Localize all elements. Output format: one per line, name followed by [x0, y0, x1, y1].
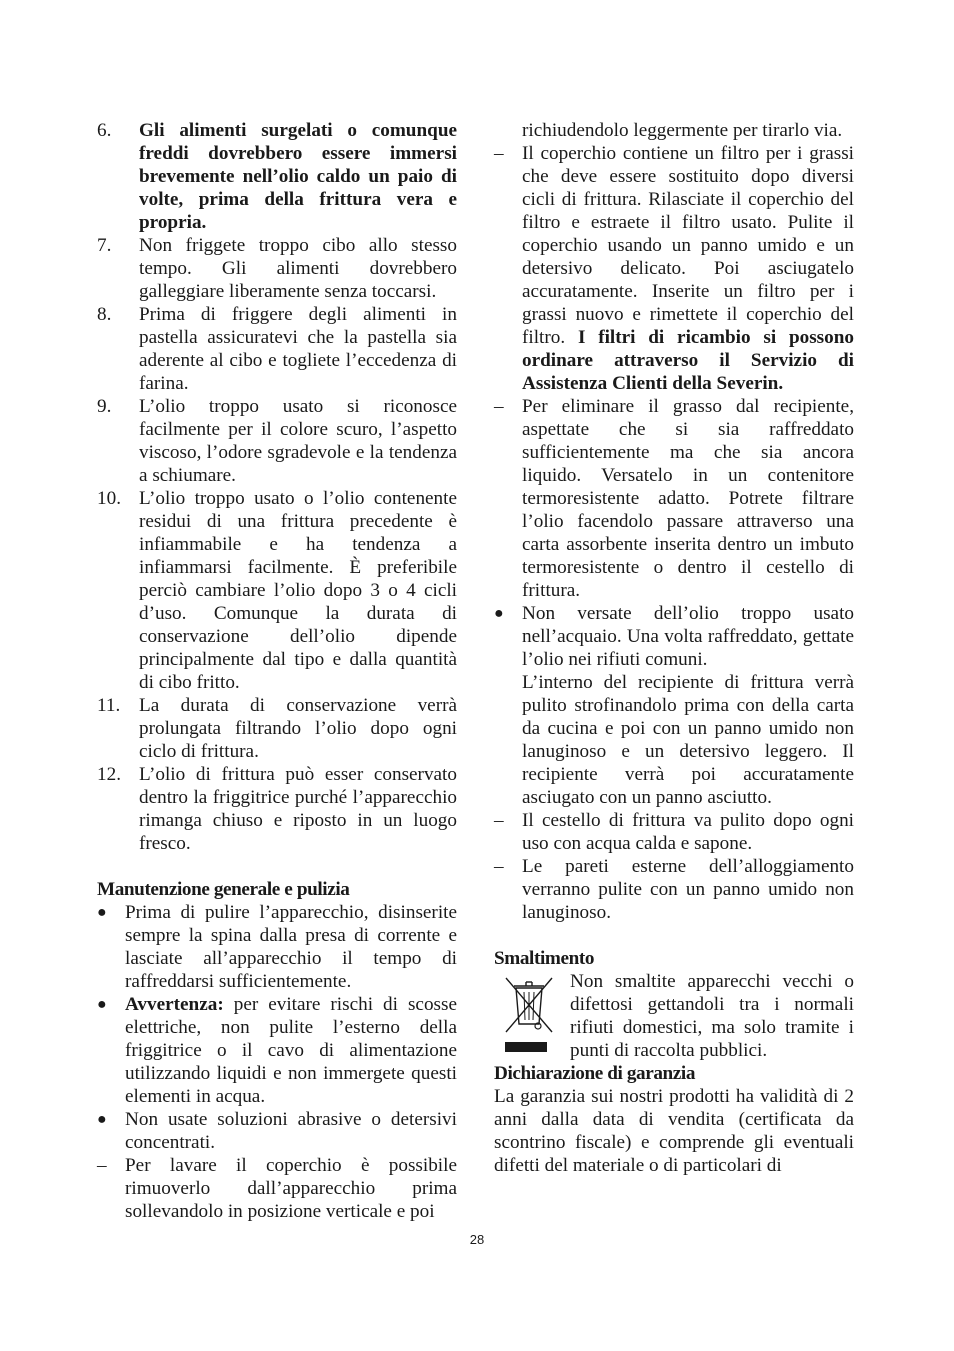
disposal-text: Non smaltite apparecchi vecchi o difettosi gettandoli tra i normali rifiuti domestici, ma solo tramite i punti di raccolta pubblici.	[570, 971, 854, 1061]
bullet-text: Prima di pulire l’apparecchio, disinserite sempre la spina dalla presa di corrente e lasciate all’apparecchio il tempo di raffreddarsi sufficientemente.	[125, 902, 457, 992]
list-item-7	[97, 234, 457, 303]
item-text: Gli alimenti surgelati o comunque freddi dovrebbero essere immersi brevemente nell’olio caldo un paio di volte, prima della frittura vera e propria.	[139, 120, 457, 233]
item-number: 8.	[97, 304, 112, 325]
disposal-block	[494, 970, 854, 1062]
bullet-icon: ●	[97, 996, 107, 1013]
list-item-12	[97, 763, 457, 855]
item-number: 7.	[97, 235, 112, 256]
dash-item	[494, 142, 854, 395]
bullet-text: Non versate dell’olio troppo usato nell’acquaio. Una volta raffreddato, gettate l’olio nei rifiuti comuni.	[522, 603, 854, 670]
spacer	[494, 924, 854, 947]
right-column	[494, 119, 854, 1177]
item-text: Prima di friggere degli alimenti in pastella assicuratevi che la pastella sia aderente al cibo e togliete l’eccedenza di farina.	[139, 304, 457, 394]
crossed-out-wheelie-bin-icon	[494, 970, 570, 1060]
page-number: 28	[469, 1232, 485, 1247]
section-heading-disposal: Smaltimento	[494, 948, 595, 969]
item-text: L’olio di frittura può esser conservato dentro la friggitrice purché l’apparecchio rimanga chiuso e riposto in un luogo fresco.	[139, 764, 457, 854]
item-text: La durata di conservazione verrà prolungata filtrando l’olio dopo ogni ciclo di frittura.	[139, 695, 457, 762]
item-number: 9.	[97, 396, 112, 417]
bullet-item	[97, 993, 457, 1108]
bullet-item	[97, 901, 457, 993]
filter-text: Il coperchio contiene un filtro per i grassi che deve essere sostituito dopo diversi cicli di frittura. Rilasciate il coperchio del filtro e estraete il filtro usato. Pulite il coperchio usando un panno umido e un detersivo delicato. Poi asciugatelo accuratamente. Inserite un filtro per i grassi nuovo e rimettete il coperchio del filtro.	[522, 143, 854, 348]
bullet-item	[494, 602, 854, 671]
item-number: 10.	[97, 488, 121, 509]
dash-icon: –	[97, 1155, 107, 1176]
section-heading-warranty: Dichiarazione di garanzia	[494, 1063, 696, 1084]
list-item-9	[97, 395, 457, 487]
dash-item	[494, 855, 854, 924]
dash-text: Il cestello di frittura va pulito dopo ogni uso con acqua calda e sapone.	[522, 810, 854, 854]
dash-item	[494, 809, 854, 855]
list-item-11	[97, 694, 457, 763]
dash-icon: –	[494, 856, 504, 877]
item-number: 12.	[97, 764, 121, 785]
warranty-text: La garanzia sui nostri prodotti ha validità di 2 anni dalla data di vendita (certificata da scontrino fiscale) e comprende gli eventuali difetti del materiale o di particolari di	[494, 1086, 854, 1176]
item-number: 6.	[97, 120, 112, 141]
item-text: L’olio troppo usato si riconosce facilmente per il colore scuro, l’aspetto viscoso, l’odore sgradevole e la tendenza a schiumare.	[139, 396, 457, 486]
bullet-icon: ●	[494, 605, 504, 622]
dash-text	[522, 142, 854, 395]
dash-item	[494, 395, 854, 602]
filter-order-note: I filtri di ricambio si possono ordinare attraverso il Servizio di Assistenza Clienti della Severin.	[522, 327, 854, 394]
dash-item	[97, 1154, 457, 1223]
item-text: L’olio troppo usato o l’olio contenente residui di una frittura precedente è infiammabile e ha tendenza a infiammarsi facilmente. È preferibile perciò cambiare l’olio dopo 3 o 4 cicli d’uso. Comunque la durata di conservazione dell’olio dipende principalmente dal tipo e dalla quantità di cibo fritto.	[139, 488, 457, 693]
item-number: 11.	[97, 695, 121, 716]
dash-icon: –	[494, 143, 504, 164]
warning-text: per evitare rischi di scosse elettriche, non pulite l’esterno della friggitrice o il cavo di alimentazione utilizzando liquidi e non immergete questi elementi in acqua.	[125, 994, 457, 1107]
section-heading-maintenance: Manutenzione generale e pulizia	[97, 879, 350, 900]
bullet-text	[125, 993, 457, 1108]
dash-text: Per eliminare il grasso dal recipiente, aspettate che si sia raffreddato sufficientemente ma che sia ancora liquido. Versatelo in un contenitore termoresistente adatto. Potrete filtrare l’olio facendolo passare attraverso una carta assorbente inserita dentro un imbuto termoresistente o dentro il cestello di frittura.	[522, 396, 854, 601]
bullet-text-continued: L’interno del recipiente di frittura verrà pulito strofinandolo prima con della carta da cucina e poi con un panno umido non lanuginoso e un detersivo leggero. Il recipiente verrà poi accuratamente asciugato con un panno asciutto.	[522, 672, 854, 808]
warning-label: Avvertenza:	[125, 994, 224, 1015]
dash-text-continued: richiudendolo leggermente per tirarlo via.	[522, 120, 843, 141]
bullet-icon: ●	[97, 1111, 107, 1128]
dash-text: Le pareti esterne dell’alloggiamento verranno pulite con un panno umido non lanuginoso.	[522, 856, 854, 923]
item-text: Non friggete troppo cibo allo stesso tempo. Gli alimenti dovrebbero galleggiare liberamente senza toccarsi.	[139, 235, 457, 302]
dash-icon: –	[494, 396, 504, 417]
dash-text: Per lavare il coperchio è possibile rimuoverlo dall’apparecchio prima sollevandolo in posizione verticale e poi	[125, 1155, 457, 1222]
dash-icon: –	[494, 810, 504, 831]
bullet-text: Non usate soluzioni abrasive o detersivi concentrati.	[125, 1109, 457, 1153]
list-item-8	[97, 303, 457, 395]
spacer	[97, 855, 457, 878]
left-column	[97, 119, 457, 1223]
list-item-6	[97, 119, 457, 234]
list-item-10	[97, 487, 457, 694]
bullet-icon: ●	[97, 904, 107, 921]
bullet-item	[97, 1108, 457, 1154]
